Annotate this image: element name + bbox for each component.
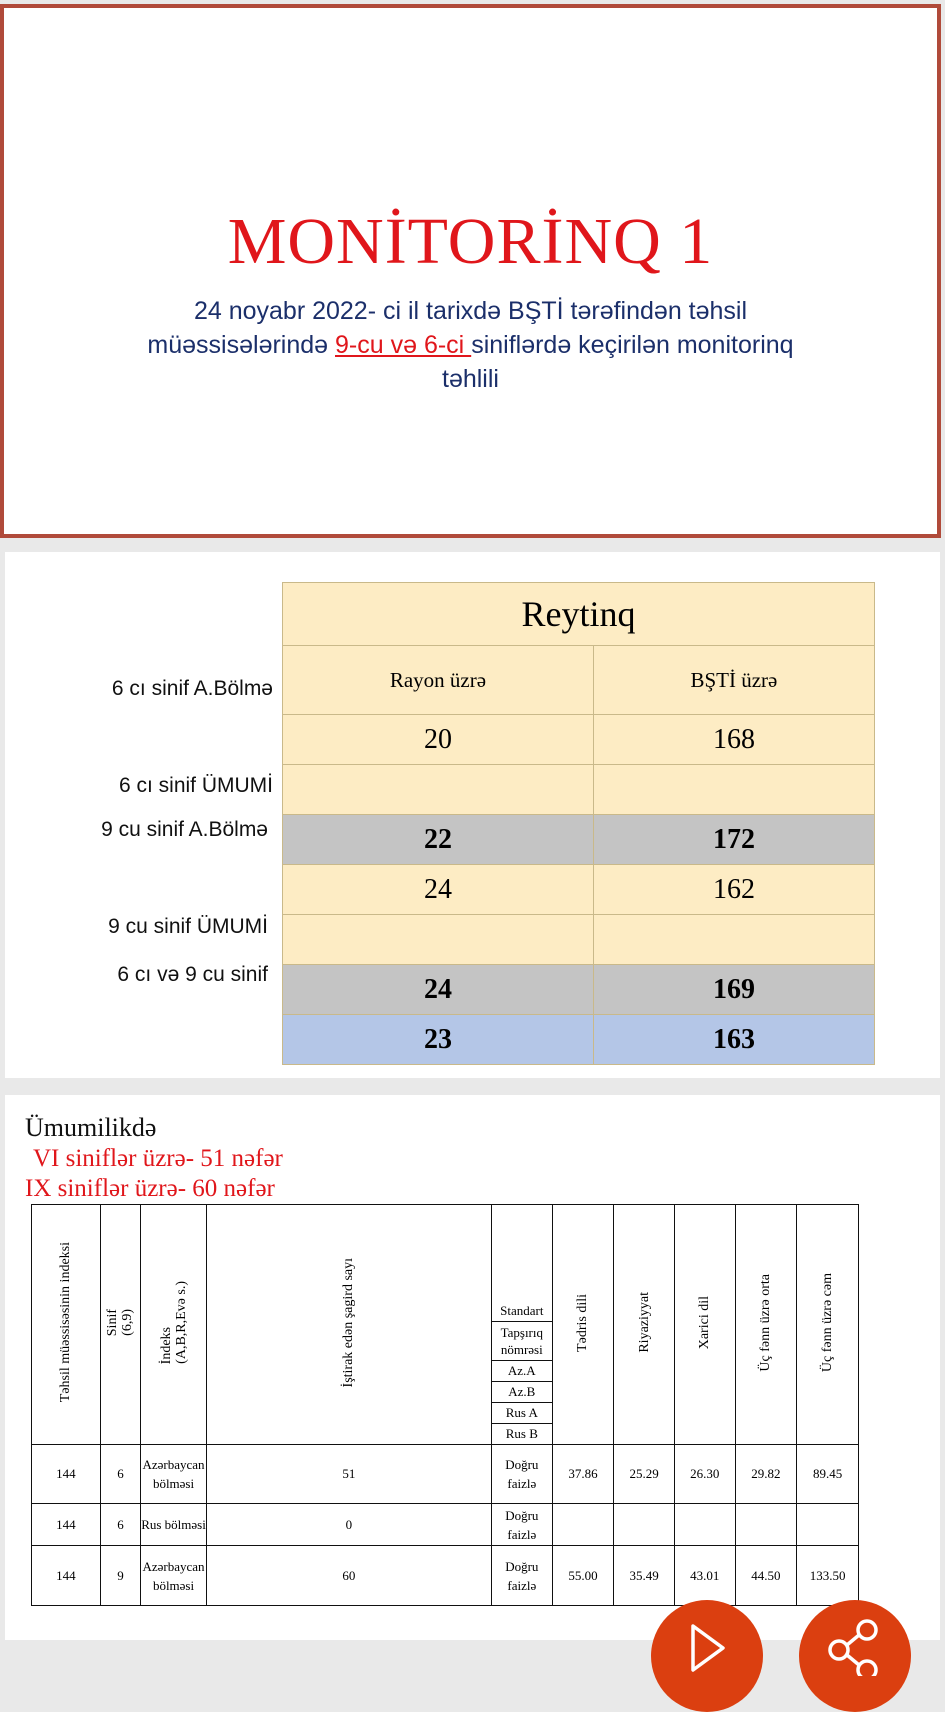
table-row	[32, 1445, 859, 1504]
table-header-row	[32, 1205, 859, 1445]
rus-a-label: Rus A	[492, 1403, 552, 1424]
results-slide	[5, 1095, 940, 1640]
cell-say: 51	[206, 1445, 491, 1504]
header-istirak: İştirak edən şagird sayı	[341, 1257, 357, 1388]
summary-line-vi: VI siniflər üzrə- 51 nəfər	[33, 1145, 283, 1172]
header-uc-orta: Üç fənn üzrə orta	[758, 1273, 774, 1372]
table-row	[32, 1504, 859, 1546]
az-b-label: Az.B	[492, 1382, 552, 1403]
rayon-value	[283, 765, 594, 815]
title-slide	[0, 4, 941, 538]
rayon-value: 24	[283, 965, 594, 1015]
header-xarici: Xarici dil	[697, 1295, 713, 1350]
standart-label: Standart	[492, 1301, 552, 1322]
rayon-value: 22	[283, 815, 594, 865]
cell-orta: 44.50	[735, 1546, 797, 1606]
rayon-value	[283, 915, 594, 965]
bsti-value: 169	[593, 965, 874, 1015]
cell-say: 60	[206, 1546, 491, 1606]
bsti-value	[593, 915, 874, 965]
slide-title: MONİTORİNQ 1	[227, 205, 714, 278]
cell-riyaziyyat	[614, 1504, 675, 1546]
cell-sinif: 9	[100, 1546, 140, 1606]
cell-xarici	[674, 1504, 735, 1546]
subtitle-text-b: siniflərdə keçirilən monitorinq təhlili	[442, 331, 794, 393]
row-label: 6 cı və 9 cu sinif	[117, 963, 268, 986]
cell-index: 144	[32, 1504, 101, 1546]
header-tedris: Tədris dili	[575, 1293, 591, 1352]
header-uc-cem: Üç fənn üzrə cəm	[820, 1272, 836, 1373]
bsti-value: 163	[593, 1015, 874, 1065]
cell-dogru: Doğru faizlə	[491, 1546, 552, 1606]
cell-bolme: Rus bölməsi	[141, 1504, 207, 1546]
cell-tedris	[552, 1504, 614, 1546]
tapsiriq-label: Tapşırıq nömrəsi	[492, 1322, 552, 1361]
cell-bolme: Azərbaycan bölməsi	[141, 1445, 207, 1504]
bsti-value	[593, 765, 874, 815]
cell-dogru: Doğru faizlə	[491, 1445, 552, 1504]
bsti-value: 162	[593, 865, 874, 915]
subtitle-text-a: 24 noyabr 2022- ci il tarixdə BŞTİ tərəfindən təhsil müəssisələrində	[147, 297, 748, 359]
bsti-value: 172	[593, 815, 874, 865]
rating-heading: Reytinq	[283, 583, 875, 646]
table-row	[283, 815, 875, 865]
cell-xarici: 26.30	[674, 1445, 735, 1504]
standart-header-stack	[492, 1301, 552, 1444]
header-riyaziyyat: Riyaziyyat	[636, 1292, 652, 1353]
share-button[interactable]	[799, 1600, 911, 1712]
subtitle-highlight: 9-cu və 6-ci	[335, 331, 472, 359]
play-button[interactable]	[651, 1600, 763, 1712]
cell-cem	[797, 1504, 859, 1546]
rayon-value: 23	[283, 1015, 594, 1065]
cell-sinif: 6	[100, 1445, 140, 1504]
cell-index: 144	[32, 1546, 101, 1606]
table-row	[283, 1015, 875, 1065]
rus-b-label: Rus B	[505, 1426, 538, 1441]
bsti-value: 168	[593, 715, 874, 765]
results-table	[31, 1204, 859, 1606]
cell-tedris: 37.86	[552, 1445, 614, 1504]
header-indeks: İndeks	[158, 1326, 174, 1364]
cell-sinif: 6	[100, 1504, 140, 1546]
rayon-value: 24	[283, 865, 594, 915]
header-index: Təhsil müəssisəsinin indeksi	[58, 1242, 74, 1403]
row-label: 9 cu sinif ÜMUMİ	[108, 915, 268, 938]
summary-heading: Ümumilikdə	[25, 1113, 157, 1142]
cell-orta: 29.82	[735, 1445, 797, 1504]
cell-index: 144	[32, 1445, 101, 1504]
header-sinif: Sinif	[105, 1308, 121, 1337]
cell-bolme: Azərbaycan bölməsi	[141, 1546, 207, 1606]
table-row	[283, 915, 875, 965]
rayon-value: 20	[283, 715, 594, 765]
rating-slide	[5, 552, 940, 1078]
cell-cem: 133.50	[797, 1546, 859, 1606]
table-row	[32, 1546, 859, 1606]
cell-dogru: Doğru faizlə	[491, 1504, 552, 1546]
share-icon	[799, 1600, 911, 1676]
row-label: 9 cu sinif A.Bölmə	[101, 818, 268, 841]
header-sinif-sub: (6,9)	[120, 1309, 136, 1337]
cell-cem: 89.45	[797, 1445, 859, 1504]
row-label: 6 cı sinif A.Bölmə	[111, 677, 273, 700]
col-bsti: BŞTİ üzrə	[593, 646, 874, 715]
rating-table	[282, 582, 875, 1065]
table-row	[283, 765, 875, 815]
cell-xarici: 43.01	[674, 1546, 735, 1606]
cell-say: 0	[206, 1504, 491, 1546]
table-row	[283, 715, 875, 765]
cell-riyaziyyat: 25.29	[614, 1445, 675, 1504]
col-rayon: Rayon üzrə	[283, 646, 594, 715]
slide-subtitle	[124, 294, 817, 396]
cell-riyaziyyat: 35.49	[614, 1546, 675, 1606]
play-icon	[651, 1600, 763, 1676]
row-label: 6 cı sinif ÜMUMİ	[118, 774, 273, 797]
cell-orta	[735, 1504, 797, 1546]
table-row	[283, 865, 875, 915]
az-a-label: Az.A	[492, 1361, 552, 1382]
summary-line-ix: IX siniflər üzrə- 60 nəfər	[25, 1175, 275, 1202]
cell-tedris: 55.00	[552, 1546, 614, 1606]
header-indeks-sub: (A,B,R,Evə s.)	[173, 1281, 189, 1364]
table-row	[283, 965, 875, 1015]
